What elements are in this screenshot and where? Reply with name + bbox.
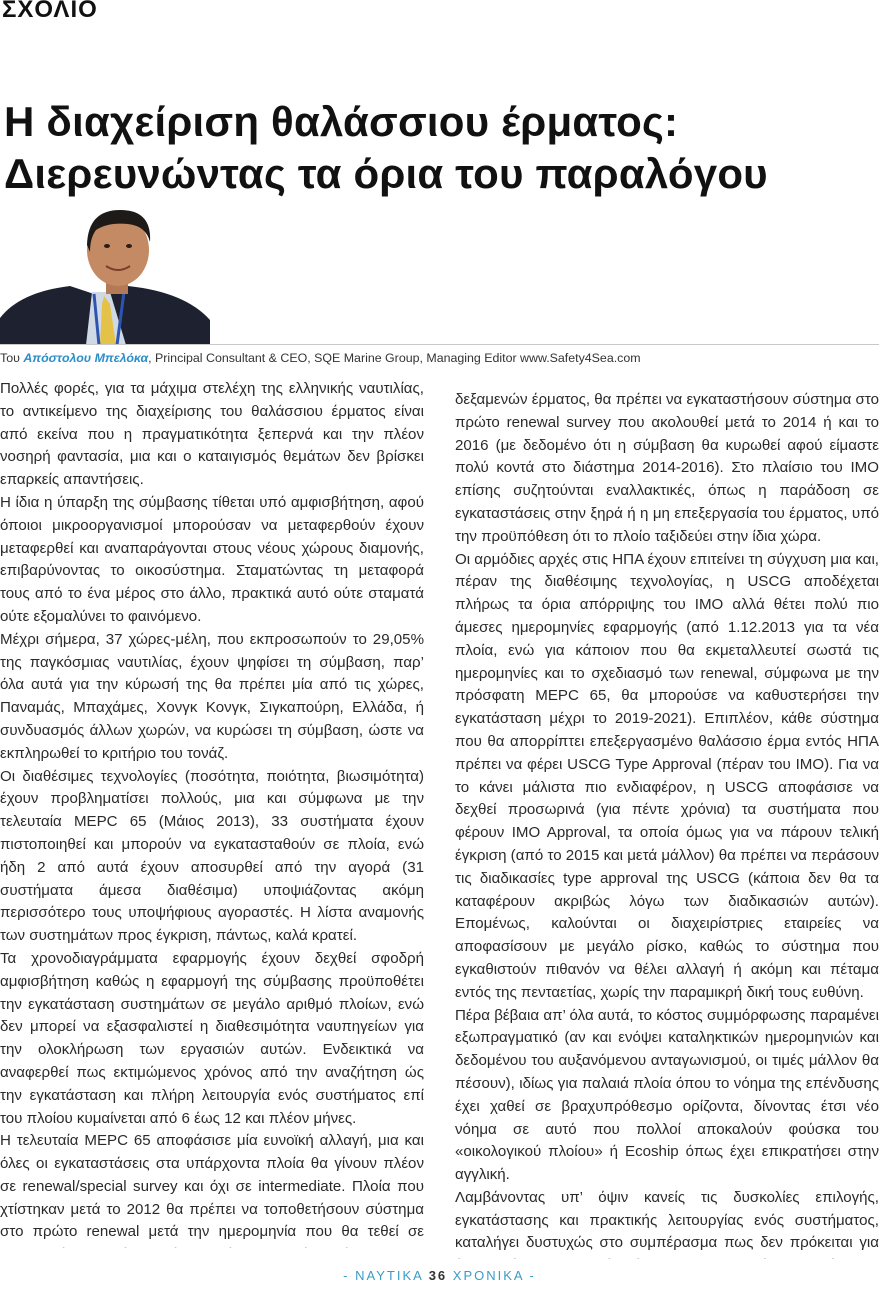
paragraph: Οι αρμόδιες αρχές στις ΗΠΑ έχουν επιτείνει τη σύγχυση μια και, πέραν της διαθέσιμης τεχνολογίας, η USCG αποδέχεται πλήρως τα όρια απόρριψης του ΙΜΟ αλλά θέτει πολύ πιο άμεσες ημερομηνίες εφαρμογής (από 1.12.2013 για τα νέα πλοία, ενώ για κάποιον που θα εκμεταλλευτεί σωστά τις ημερομηνίες και το σχεδιασμό των renewal, σύμφωνα με την πρόσφατη MEPC 65, θα μπορούσε να καθυστερήσει την εγκατάσταση μέχρι το 2019-2021). Επιπλέον, κάθε σύστημα που θα απορρίπτει επεξεργασμένο θαλάσσιο έρμα εντός ΗΠΑ πρέπει να φέρει USCG Type Approval (πέραν του ΙΜΟ). Για να το κάνει μάλιστα πιο ενδιαφέρον, η USCG αποφάσισε να δεχθεί προσωρινά (για πέντε χρόνια) τα συστήματα που φέρουν IMO Approval, τα οποία όμως για να πάρουν τελική έγκριση (από το 2015 και μετά μάλλον) θα πρέπει να περάσουν τις διαδικασίες type approval της USCG (κάποια δεν θα τα καταφέρουν ακριβώς λόγω των διαδικασιών αυτών). Επομένως, καλούνται οι διαχειρίστριες εταιρείες να αποφασίσουν με μεγάλο ρίσκο, καθώς το σύστημα που εγκαθιστούν πιθανόν να θέλει αλλαγή ή ακόμη και πέταμα εντός της πενταετίας, χωρίς την παραμικρή δική τους ευθύνη. — [455, 550, 879, 1001]
paragraph: Μέχρι σήμερα, 37 χώρες-μέλη, που εκπροσωπούν το 29,05% της παγκόσμιας ναυτιλίας, έχουν ψηφίσει τη σύμβαση, παρ’ όλα αυτά για την κύρωσή της θα πρέπει μία από τις χώρες, Παναμάς, Μπαχάμες, Χονγκ Κονγκ, Σιγκαπούρη, Ελλάδα, ή συνδυασμός άλλων χωρών, να κυρώσει τη σύμβαση, ώστε να εκπληρωθεί το κριτήριο του τονάζ. — [0, 630, 424, 762]
section-label: ΣΧΟΛΙΟ — [2, 0, 98, 23]
headline-line-2: Διερευνώντας τα όρια του παραλόγου — [4, 150, 768, 197]
author-portrait-illustration — [0, 200, 210, 345]
paragraph: Λαμβάνοντας υπ’ όψιν κανείς τις δυσκολίες επιλογής, εγκατάστασης και πρακτικής λειτουργίας ενός συστήματος, καταλήγει δυστυχώς στο συμπέρασμα πως δεν πρόκειται για — [455, 1188, 879, 1252]
author-photo — [0, 200, 210, 345]
byline — [0, 351, 879, 365]
footer-word-2: ΧΡΟΝΙΚΑ — [452, 1268, 524, 1283]
article-column-left — [0, 378, 424, 1248]
footer-dash-left: - — [343, 1268, 356, 1283]
footer-word-1: ΝΑΥΤΙΚΑ — [355, 1268, 424, 1283]
page-footer — [0, 1268, 879, 1283]
paragraph: Πέρα βέβαια απ’ όλα αυτά, το κόστος συμμόρφωσης παραμένει εξωπραγματικό (αν και ενόψει καταληκτικών ημερομηνιών και δεδομένου του αυξανόμενου ανταγωνισμού, οι τιμές μάλλον θα πέσουν), ιδίως για παλαιά πλοία όπου το νόημα της επένδυσης έχει χαθεί σε βραχυπρόθεσμο ορίζοντα, δίνοντας έτσι νέο νόημα σε αυτό που πολλοί αποκαλούν φούσκα του «οικολογικού πλοίου» ή Ecoship όπως έχει επικρατήσει στην αγγλική. — [455, 1006, 879, 1184]
paragraph: Πολλές φορές, για τα μάχιμα στελέχη της ελληνικής ναυτιλίας, το αντικείμενο της διαχείρισης του θαλάσσιου έρματος είναι από εκείνα που η πραγματικότητα ξεπερνά και την πλέον νοσηρή φαντασία, μια και ο καταιγισμός θεμάτων δεν βρίσκει επαρκείς απαντήσεις. — [0, 380, 424, 489]
page-number: 36 — [428, 1268, 448, 1283]
byline-credentials: , Principal Consultant & CEO, SQE Marine Group, Managing Editor www.Safety4Sea.com — [148, 351, 641, 365]
photo-divider — [0, 344, 879, 345]
byline-prefix: Του — [0, 351, 24, 365]
paragraph: Τα χρονοδιαγράμματα εφαρμογής έχουν δεχθεί σφοδρή αμφισβήτηση καθώς η εφαρμογή της σύμβασης προϋποθέτει την εγκατάσταση συστημάτων σε μεγάλο αριθμό πλοίων, ενώ δεν μπορεί να εξασφαλιστεί η διαθεσιμότητα ναυπηγείων για την ολοκλήρωση των εργασιών αυτών. Ενδεικτικά να αναφερθεί πως εκτιμώμενος χρόνος από την αναζήτηση ώς την εγκατάσταση και πλήρη λειτουργία ενός συστήματος επί του πλοίου κυμαίνεται από 6 έως 12 και πλέον μήνες. — [0, 949, 424, 1127]
paragraph: δεξαμενών έρματος, θα πρέπει να εγκαταστήσουν σύστημα στο πρώτο renewal survey που ακολουθεί μετά το 2014 ή και το 2016 (με δεδομένο ότι η σύμβαση θα κυρωθεί αφού είμαστε πολύ κοντά στο διάστημα 2014-2016). Στο πλαίσιο του ΙΜΟ επίσης συζητούνται εναλλακτικές, όπως η παράδοση σε εγκαταστάσεις στην ξηρά ή η μη επεξεργασία του έρματος, υπό την προϋπόθεση ότι το πλοίο ταξιδεύει στην ίδια χώρα. — [455, 391, 879, 545]
paragraph: Οι διαθέσιμες τεχνολογίες (ποσότητα, ποιότητα, βιωσιμότητα) έχουν προβληματίσει πολλούς, μια και σύμφωνα με την τελευταία MEPC 65 (Μάιος 2013), 33 συστήματα έχουν πιστοποιηθεί και μπορούν να εγκατασταθούν σε πλοία, ενώ ήδη 2 από αυτά έχουν αποσυρθεί από την αγορά (31 συστήματα άμεσα διαθέσιμα) υποψιάζοντας ακόμη περισσότερο τους υποψήφιους αγοραστές. Η λίστα αναμονής των συστημάτων προς έγκριση, πάντως, καλά κρατεί. — [0, 767, 424, 945]
article-headline — [4, 96, 874, 200]
article-column-right — [455, 389, 879, 1259]
paragraph: Η ίδια η ύπαρξη της σύμβασης τίθεται υπό αμφισβήτηση, αφού όποιοι μικροοργανισμοί μπορούσαν να μεταφερθούν έχουν μεταφερθεί και αναπαράγονται στους νέους χώρους διαμονής, επιβαρύνοντας το οικοσύστημα. Σταματώντας τη μεταφορά τους από το ένα μέρος στο άλλο, πρακτικά αυτό ούτε σταματά ούτε εξομαλύνει το φαινόμενο. — [0, 493, 424, 625]
headline-line-1: Η διαχείριση θαλάσσιου έρματος: — [4, 98, 679, 145]
footer-dash-right: - — [523, 1268, 536, 1283]
byline-author: Απόστολου Μπελόκα — [23, 351, 149, 365]
paragraph: Η τελευταία MEPC 65 αποφάσισε μία ευνοϊκή αλλαγή, μια και όλες οι εγκαταστάσεις στα υπάρχοντα πλοία θα γίνουν πλέον σε renewal/special survey και όχι σε intermediate. Πλοία που χτίστηκαν μετά το 2012 θα πρέπει να τοποθετήσουν σύστημα στο πρώτο renewal μετά την ημερομηνία που θα τεθεί σε — [0, 1132, 424, 1241]
